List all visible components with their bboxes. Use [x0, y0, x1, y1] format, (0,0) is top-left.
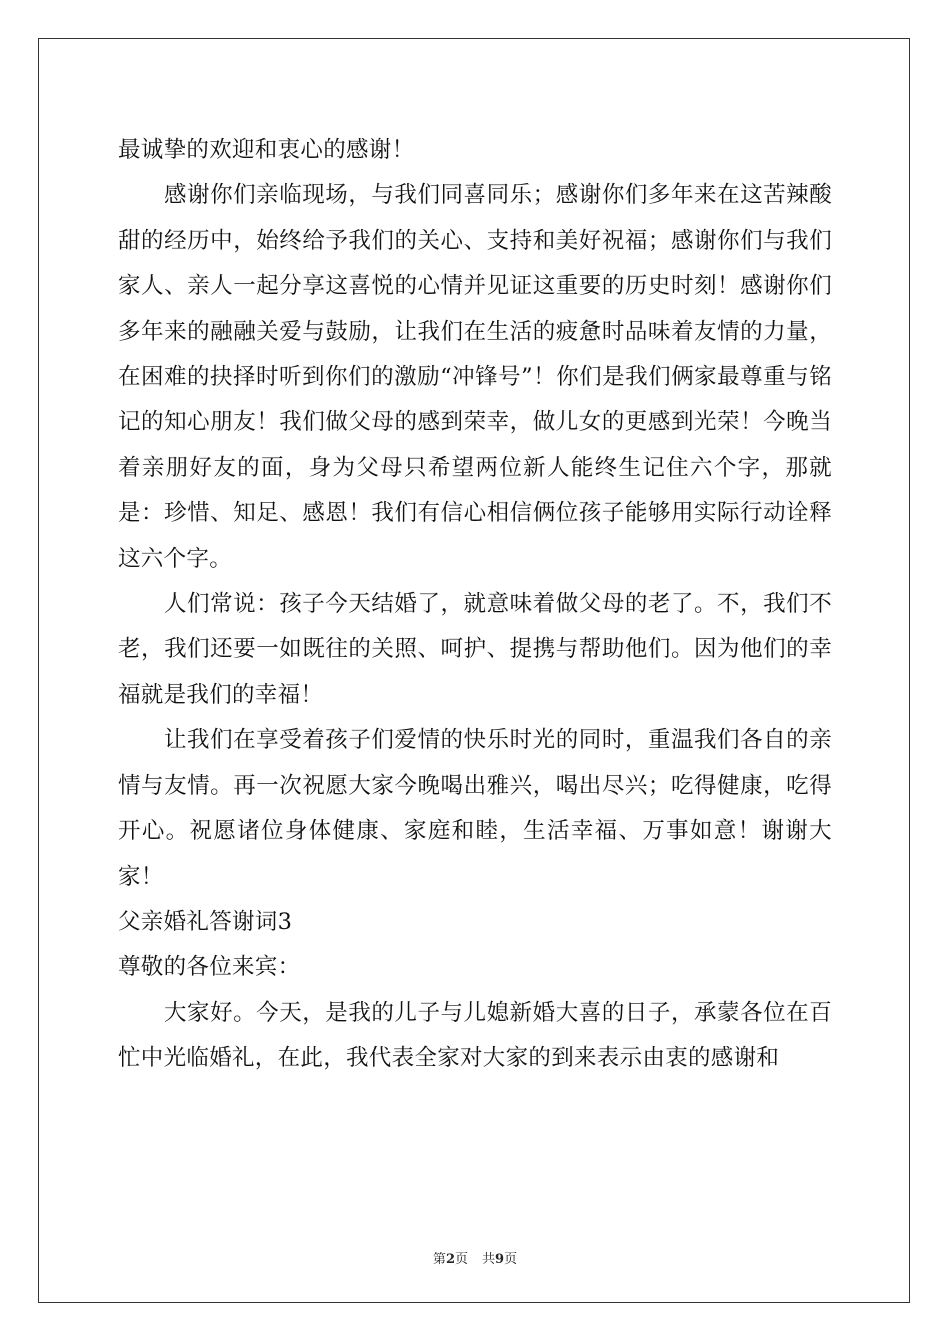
paragraph: 感谢你们亲临现场，与我们同喜同乐；感谢你们多年来在这苦辣酸甜的经历中，始终给予我们的关心、支持和美好祝福；感谢你们与我们家人、亲人一起分享这喜悦的心情并见证这重要的历史时刻！感谢你们多年来的融融关爱与鼓励，让我们在生活的疲惫时品味着友情的力量，在困难的抉择时听到你们的激励“冲锋号”！你们是我们俩家最尊重与铭记的知心朋友！我们做父母的感到荣幸，做儿女的更感到光荣！今晚当着亲朋好友的面，身为父母只希望两位新人能终生记住六个字，那就是：珍惜、知足、感恩！我们有信心相信俩位孩子能够用实际行动诠释这六个字。 — [118, 182, 832, 572]
document-body — [118, 128, 832, 1082]
total-label-suffix: 页 — [504, 1252, 518, 1267]
paragraph: 大家好。今天，是我的儿子与儿媳新婚大喜的日子，承蒙各位在百忙中光临婚礼，在此，我代表全家对大家的到来表示由衷的感谢和 — [118, 999, 832, 1072]
paragraph: 人们常说：孩子今天结婚了，就意味着做父母的老了。不，我们不老，我们还要一如既往的关照、呵护、提携与帮助他们。因为他们的幸福就是我们的幸福！ — [118, 591, 832, 708]
page-label-prefix: 第 — [432, 1252, 446, 1267]
paragraph: 让我们在享受着孩子们爱情的快乐时光的同时，重温我们各自的亲情与友情。再一次祝愿大家今晚喝出雅兴，喝出尽兴；吃得健康，吃得开心。祝愿诸位身体健康、家庭和睦，生活幸福、万事如意！谢谢大家！ — [118, 727, 832, 890]
salutation: 尊敬的各位来宾： — [118, 954, 301, 981]
total-label-prefix: 共 — [482, 1252, 496, 1267]
page-label-suffix: 页 — [454, 1252, 468, 1267]
page-footer — [0, 1248, 950, 1267]
section-heading: 父亲婚礼答谢词3 — [118, 908, 293, 935]
paragraph: 最诚挚的欢迎和衷心的感谢！ — [118, 137, 415, 163]
current-page-number: 2 — [445, 1252, 455, 1267]
total-page-number: 9 — [495, 1252, 505, 1267]
